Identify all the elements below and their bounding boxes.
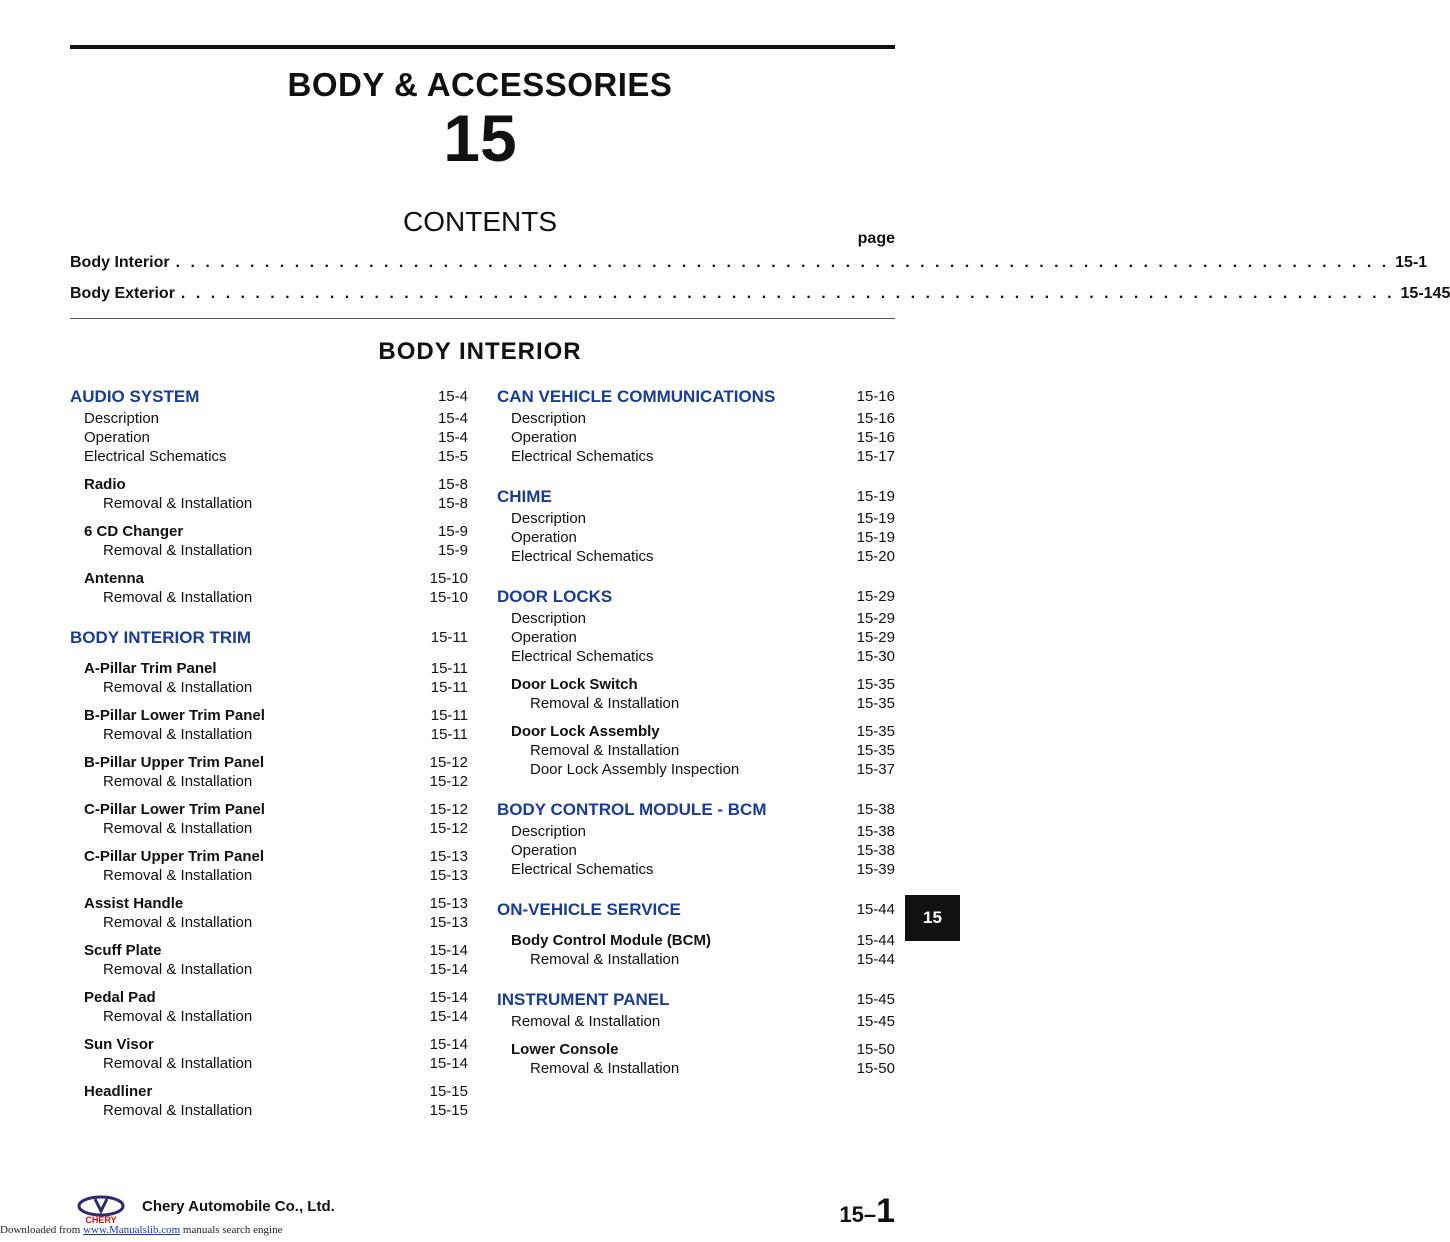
entry-title: C-Pillar Upper Trim Panel <box>84 848 265 865</box>
entry-page: 15-12 <box>429 801 468 818</box>
entry-page: 15-8 <box>437 476 468 493</box>
toc-subitem-entry[interactable] <box>70 494 468 513</box>
manualslib-link[interactable]: www.Manualslib.com <box>83 1224 181 1236</box>
toc-item-entry[interactable] <box>497 860 895 879</box>
entry-title: Door Lock Switch <box>511 676 638 693</box>
entry-title: B-Pillar Lower Trim Panel <box>84 707 265 724</box>
toc-item-entry[interactable] <box>70 409 468 428</box>
toc-item-entry[interactable] <box>497 628 895 647</box>
entry-title: Removal & Installation <box>103 820 253 837</box>
left-contents-column <box>70 385 468 1120</box>
entry-page: 15-29 <box>856 610 895 627</box>
entry-title: CAN VEHICLE COMMUNICATIONS <box>497 387 776 406</box>
toc-item-entry[interactable] <box>497 647 895 666</box>
entry-page: 15-4 <box>437 388 468 405</box>
brand-wordmark: CHERY <box>85 1215 117 1225</box>
entry-page: 15-15 <box>429 1102 468 1119</box>
toc-subitem-entry[interactable] <box>70 541 468 560</box>
entry-title: BODY CONTROL MODULE - BCM <box>497 800 767 819</box>
entry-page: 15-35 <box>856 695 895 712</box>
toc-sub-entry[interactable] <box>70 706 468 725</box>
entry-title: Removal & Installation <box>530 951 680 968</box>
toc-item-entry[interactable] <box>70 447 468 466</box>
toc-main-entry[interactable] <box>497 385 895 409</box>
entry-title: Operation <box>84 429 150 446</box>
entry-title: BODY INTERIOR TRIM <box>70 628 252 647</box>
toc-sub-entry[interactable] <box>70 522 468 541</box>
top-rule <box>70 45 895 49</box>
toc-main-entry[interactable] <box>497 585 895 609</box>
entry-title: Removal & Installation <box>103 495 253 512</box>
toc-subitem-entry[interactable] <box>70 725 468 744</box>
toc-main-entry[interactable] <box>70 626 468 650</box>
entry-page: 15-8 <box>437 495 468 512</box>
toc-sub-entry[interactable] <box>70 988 468 1007</box>
entry-title: Description <box>511 510 587 527</box>
entry-page: 15-14 <box>429 1036 468 1053</box>
entry-page: 15-12 <box>429 773 468 790</box>
chapter-title: BODY & ACCESSORIES <box>287 66 673 103</box>
entry-page: 15-13 <box>429 895 468 912</box>
entry-title: Removal & Installation <box>511 1013 661 1030</box>
entry-title: Description <box>511 410 587 427</box>
toc-item-entry[interactable] <box>497 547 895 566</box>
toc-entry-page: 15-145 <box>1400 285 1450 302</box>
company-name: Chery Automobile Co., Ltd. <box>142 1198 335 1215</box>
page-column-label: page <box>857 230 895 247</box>
entry-title: A-Pillar Trim Panel <box>84 660 217 677</box>
toc-main-entry[interactable] <box>70 385 468 409</box>
toc-subitem-entry[interactable] <box>70 588 468 607</box>
entry-title: Removal & Installation <box>103 1008 253 1025</box>
toc-sub-entry[interactable] <box>70 569 468 588</box>
entry-page: 15-19 <box>856 488 895 505</box>
toc-item-entry[interactable] <box>70 428 468 447</box>
toc-sub-entry[interactable] <box>70 847 468 866</box>
toc-subitem-entry[interactable] <box>497 950 895 969</box>
entry-page: 15-11 <box>430 726 468 743</box>
entry-title: Antenna <box>84 570 144 587</box>
entry-title: Removal & Installation <box>103 679 253 696</box>
toc-item-entry[interactable] <box>497 447 895 466</box>
download-notice <box>0 1224 282 1236</box>
entry-page: 15-45 <box>856 1013 895 1030</box>
entry-page: 15-35 <box>856 742 895 759</box>
chapter-side-tab[interactable]: 15 <box>905 895 960 941</box>
entry-title: Removal & Installation <box>530 742 680 759</box>
entry-page: 15-20 <box>856 548 895 565</box>
entry-page: 15-30 <box>856 648 895 665</box>
toc-sub-entry[interactable] <box>70 1082 468 1101</box>
entry-title: Door Lock Assembly Inspection <box>530 761 740 778</box>
entry-page: 15-44 <box>856 901 895 918</box>
toc-entry-body-exterior[interactable] <box>70 285 1450 307</box>
dot-leader: . . . . . . . . . . . . . . . . . . . . . . . . . . . . . . . . . . . . . . . . . . . . . . . . . . . . . . . . . . . . . . . . . . . . . . . . . . . . . . . . . . <box>175 254 1390 271</box>
right-contents-column <box>497 385 895 1078</box>
entry-title: 6 CD Changer <box>84 523 184 540</box>
toc-subitem-entry[interactable] <box>70 819 468 838</box>
toc-subitem-entry[interactable] <box>70 772 468 791</box>
toc-sub-entry[interactable] <box>497 931 895 950</box>
entry-page: 15-38 <box>856 801 895 818</box>
toc-subitem-entry[interactable] <box>497 1059 895 1078</box>
entry-title: Operation <box>511 842 577 859</box>
chery-logo-icon <box>75 1195 127 1225</box>
toc-sub-entry[interactable] <box>70 753 468 772</box>
toc-main-entry[interactable] <box>497 898 895 922</box>
entry-title: Radio <box>84 476 126 493</box>
entry-title: Removal & Installation <box>103 1055 253 1072</box>
entry-title: ON-VEHICLE SERVICE <box>497 900 681 919</box>
dot-leader: . . . . . . . . . . . . . . . . . . . . . . . . . . . . . . . . . . . . . . . . . . . . . . . . . . . . . . . . . . . . . . . . . . . . . . . . . . . . . . . . . . <box>180 285 1395 302</box>
toc-sub-entry[interactable] <box>70 894 468 913</box>
download-suffix: manuals search engine <box>180 1224 283 1236</box>
toc-subitem-entry[interactable] <box>497 694 895 713</box>
entry-title: Operation <box>511 529 577 546</box>
entry-page: 15-11 <box>430 679 468 696</box>
entry-title: Description <box>84 410 160 427</box>
entry-page: 15-14 <box>429 989 468 1006</box>
entry-page: 15-14 <box>429 942 468 959</box>
page-number-prefix: 15– <box>839 1202 877 1227</box>
entry-title: Operation <box>511 629 577 646</box>
toc-subitem-entry[interactable] <box>70 678 468 697</box>
toc-subitem-entry[interactable] <box>497 760 895 779</box>
entry-page: 15-29 <box>856 588 895 605</box>
entry-title: Removal & Installation <box>103 1102 253 1119</box>
toc-item-entry[interactable] <box>497 509 895 528</box>
entry-page: 15-14 <box>429 1008 468 1025</box>
toc-entry-label: Body Interior <box>70 254 170 271</box>
entry-title: Pedal Pad <box>84 989 156 1006</box>
page-number-value: 1 <box>876 1192 895 1230</box>
entry-page: 15-10 <box>429 570 468 587</box>
entry-title: Removal & Installation <box>103 542 253 559</box>
entry-page: 15-4 <box>437 429 468 446</box>
entry-page: 15-39 <box>856 861 895 878</box>
toc-item-entry[interactable] <box>497 841 895 860</box>
toc-subitem-entry[interactable] <box>70 960 468 979</box>
entry-title: Assist Handle <box>84 895 184 912</box>
toc-item-entry[interactable] <box>497 609 895 628</box>
entry-title: Electrical Schematics <box>511 648 654 665</box>
entry-title: Electrical Schematics <box>511 861 654 878</box>
entry-page: 15-9 <box>437 542 468 559</box>
entry-page: 15-12 <box>429 754 468 771</box>
entry-title: Removal & Installation <box>103 773 253 790</box>
entry-page: 15-13 <box>429 914 468 931</box>
entry-page: 15-14 <box>429 1055 468 1072</box>
entry-page: 15-44 <box>856 951 895 968</box>
entry-page: 15-37 <box>856 761 895 778</box>
contents-heading: CONTENTS <box>403 206 557 237</box>
toc-subitem-entry[interactable] <box>497 741 895 760</box>
toc-item-entry[interactable] <box>497 528 895 547</box>
entry-page: 15-50 <box>856 1060 895 1077</box>
entry-page: 15-19 <box>856 510 895 527</box>
entry-page: 15-13 <box>429 848 468 865</box>
toc-sub-entry[interactable] <box>497 675 895 694</box>
entry-page: 15-13 <box>429 867 468 884</box>
entry-title: Electrical Schematics <box>511 448 654 465</box>
entry-title: Removal & Installation <box>103 726 253 743</box>
toc-entry-body-interior[interactable] <box>70 254 1428 276</box>
entry-page: 15-19 <box>856 529 895 546</box>
section-title: BODY INTERIOR <box>378 338 582 365</box>
toc-sub-entry[interactable] <box>70 659 468 678</box>
toc-sub-entry[interactable] <box>497 722 895 741</box>
toc-subitem-entry[interactable] <box>70 1101 468 1120</box>
entry-page: 15-11 <box>430 660 468 677</box>
entry-title: Headliner <box>84 1083 153 1100</box>
entry-page: 15-16 <box>856 388 895 405</box>
entry-title: Removal & Installation <box>103 961 253 978</box>
toc-sub-entry[interactable] <box>70 941 468 960</box>
toc-subitem-entry[interactable] <box>70 1007 468 1026</box>
entry-page: 15-44 <box>856 932 895 949</box>
entry-page: 15-16 <box>856 410 895 427</box>
toc-entry-page: 15-1 <box>1395 254 1428 271</box>
entry-page: 15-11 <box>430 629 468 646</box>
entry-page: 15-38 <box>856 842 895 859</box>
entry-title: Body Control Module (BCM) <box>511 932 711 949</box>
entry-title: Description <box>511 610 587 627</box>
toc-main-entry[interactable] <box>497 798 895 822</box>
entry-page: 15-35 <box>856 723 895 740</box>
toc-subitem-entry[interactable] <box>70 913 468 932</box>
toc-subitem-entry[interactable] <box>70 866 468 885</box>
entry-title: Description <box>511 823 587 840</box>
toc-sub-entry[interactable] <box>70 475 468 494</box>
entry-title: DOOR LOCKS <box>497 587 613 606</box>
entry-page: 15-10 <box>429 589 468 606</box>
entry-page: 15-29 <box>856 629 895 646</box>
toc-entry-label: Body Exterior <box>70 285 175 302</box>
entry-title: Electrical Schematics <box>84 448 227 465</box>
entry-title: Lower Console <box>511 1041 619 1058</box>
entry-title: C-Pillar Lower Trim Panel <box>84 801 265 818</box>
toc-sub-entry[interactable] <box>70 1035 468 1054</box>
entry-title: INSTRUMENT PANEL <box>497 990 670 1009</box>
entry-title: Removal & Installation <box>530 1060 680 1077</box>
page-number <box>839 1192 895 1231</box>
entry-page: 15-15 <box>429 1083 468 1100</box>
entry-page: 15-35 <box>856 676 895 693</box>
section-divider <box>70 318 895 319</box>
entry-page: 15-38 <box>856 823 895 840</box>
toc-item-entry[interactable] <box>497 409 895 428</box>
toc-item-entry[interactable] <box>497 822 895 841</box>
entry-title: Removal & Installation <box>103 867 253 884</box>
toc-item-entry[interactable] <box>497 1012 895 1031</box>
entry-title: AUDIO SYSTEM <box>70 387 200 406</box>
toc-sub-entry[interactable] <box>70 800 468 819</box>
entry-page: 15-50 <box>856 1041 895 1058</box>
entry-page: 15-5 <box>437 448 468 465</box>
entry-page: 15-9 <box>437 523 468 540</box>
entry-title: Door Lock Assembly <box>511 723 660 740</box>
entry-title: Electrical Schematics <box>511 548 654 565</box>
entry-title: CHIME <box>497 487 552 506</box>
entry-title: Removal & Installation <box>530 695 680 712</box>
entry-title: Scuff Plate <box>84 942 162 959</box>
toc-main-entry[interactable] <box>497 988 895 1012</box>
toc-main-entry[interactable] <box>497 485 895 509</box>
chapter-number: 15 <box>443 101 517 175</box>
toc-item-entry[interactable] <box>497 428 895 447</box>
download-prefix: Downloaded from <box>0 1224 84 1236</box>
entry-page: 15-4 <box>437 410 468 427</box>
entry-title: Removal & Installation <box>103 914 253 931</box>
entry-page: 15-14 <box>429 961 468 978</box>
entry-title: Sun Visor <box>84 1036 154 1053</box>
entry-page: 15-11 <box>430 707 468 724</box>
entry-page: 15-17 <box>856 448 895 465</box>
toc-sub-entry[interactable] <box>497 1040 895 1059</box>
entry-title: Removal & Installation <box>103 589 253 606</box>
entry-page: 15-45 <box>856 991 895 1008</box>
entry-title: Operation <box>511 429 577 446</box>
entry-title: B-Pillar Upper Trim Panel <box>84 754 265 771</box>
entry-page: 15-12 <box>429 820 468 837</box>
toc-subitem-entry[interactable] <box>70 1054 468 1073</box>
entry-page: 15-16 <box>856 429 895 446</box>
